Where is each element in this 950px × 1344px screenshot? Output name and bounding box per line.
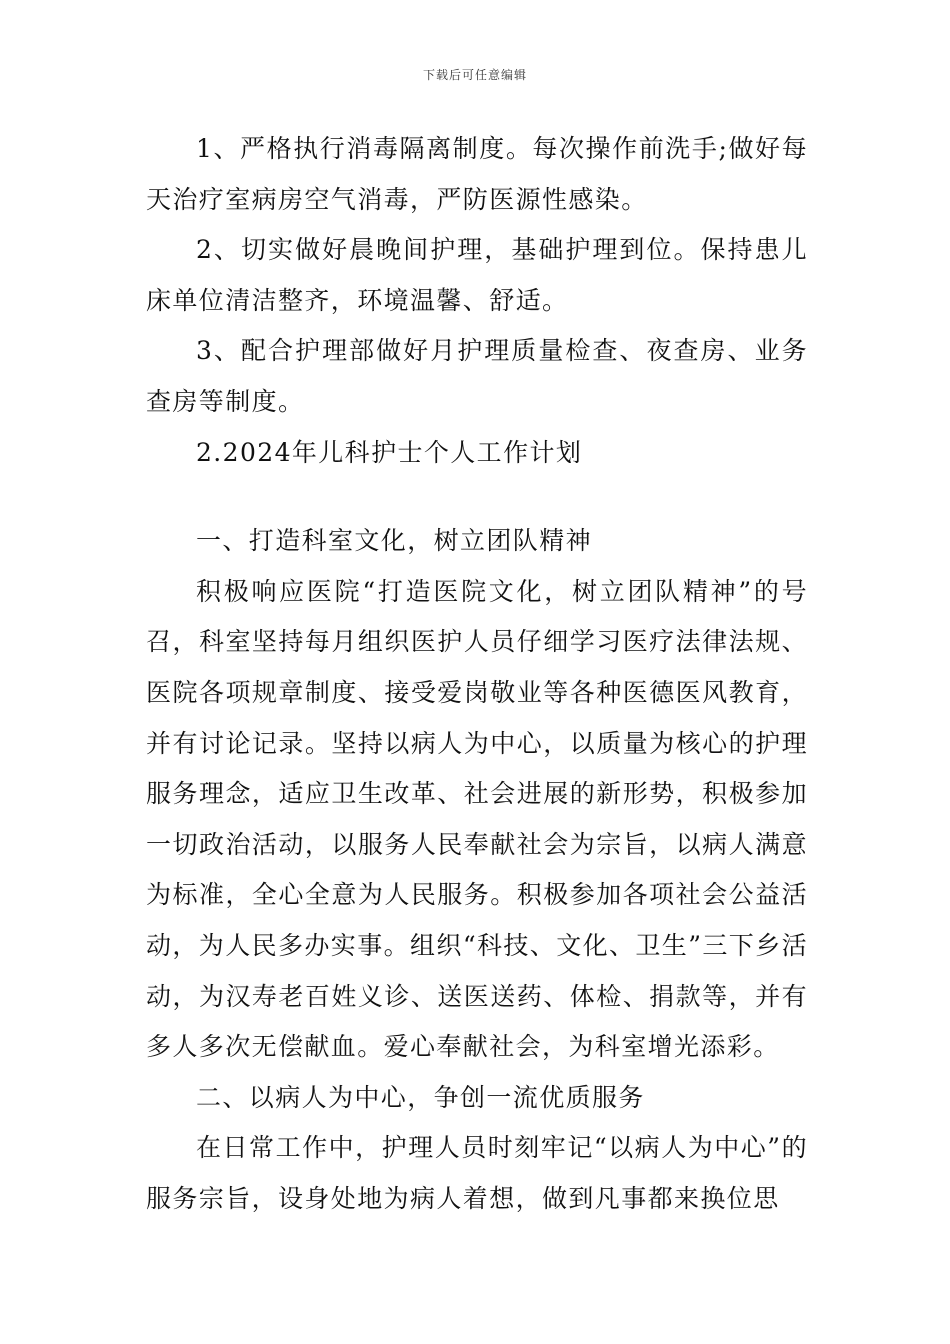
paragraph-daily-care: 2、切实做好晨晚间护理，基础护理到位。保持患儿床单位清洁整齐，环境温馨、舒适。: [146, 235, 808, 315]
section-spacer: [146, 478, 808, 516]
paragraph-disinfection: 1、严格执行消毒隔离制度。每次操作前洗手;做好每天治疗室病房空气消毒，严防医源性感染。: [146, 134, 808, 214]
paragraph-patient-centered: 在日常工作中，护理人员时刻牢记“以病人为中心”的服务宗旨，设身处地为病人着想，做到凡事都来换位思: [146, 1133, 808, 1213]
paragraph-quality-check: 3、配合护理部做好月护理质量检查、夜查房、业务查房等制度。: [146, 336, 808, 416]
header-note: 下载后可任意编辑: [422, 68, 527, 82]
heading-team-culture: 一、打造科室文化，树立团队精神: [196, 526, 593, 556]
heading-patient-centered: 二、以病人为中心，争创一流优质服务: [196, 1082, 645, 1112]
paragraph-team-culture: 积极响应医院“打造医院文化，树立团队精神”的号召，科室坚持每月组织医护人员仔细学习医疗法律法规、医院各项规章制度、接受爱岗敬业等各种医德医风教育，并有讨论记录。坚持以病人为中心，以质量为核心的护理服务理念，适应卫生改革、社会进展的新形势，积极参加一切政治活动，以服务人民奉献社会为宗旨，以病人满意为标准，全心全意为人民服务。积极参加各项社会公益活动，为人民多办实事。组织“科技、文化、卫生”三下乡活动，为汉寿老百姓义诊、送医送药、体检、捐款等，并有多人多次无偿献血。爱心奉献社会，为科室增光添彩。: [146, 576, 808, 1062]
document-body: [146, 124, 808, 1224]
section-title: 2.2024年儿科护士个人工作计划: [196, 437, 583, 467]
